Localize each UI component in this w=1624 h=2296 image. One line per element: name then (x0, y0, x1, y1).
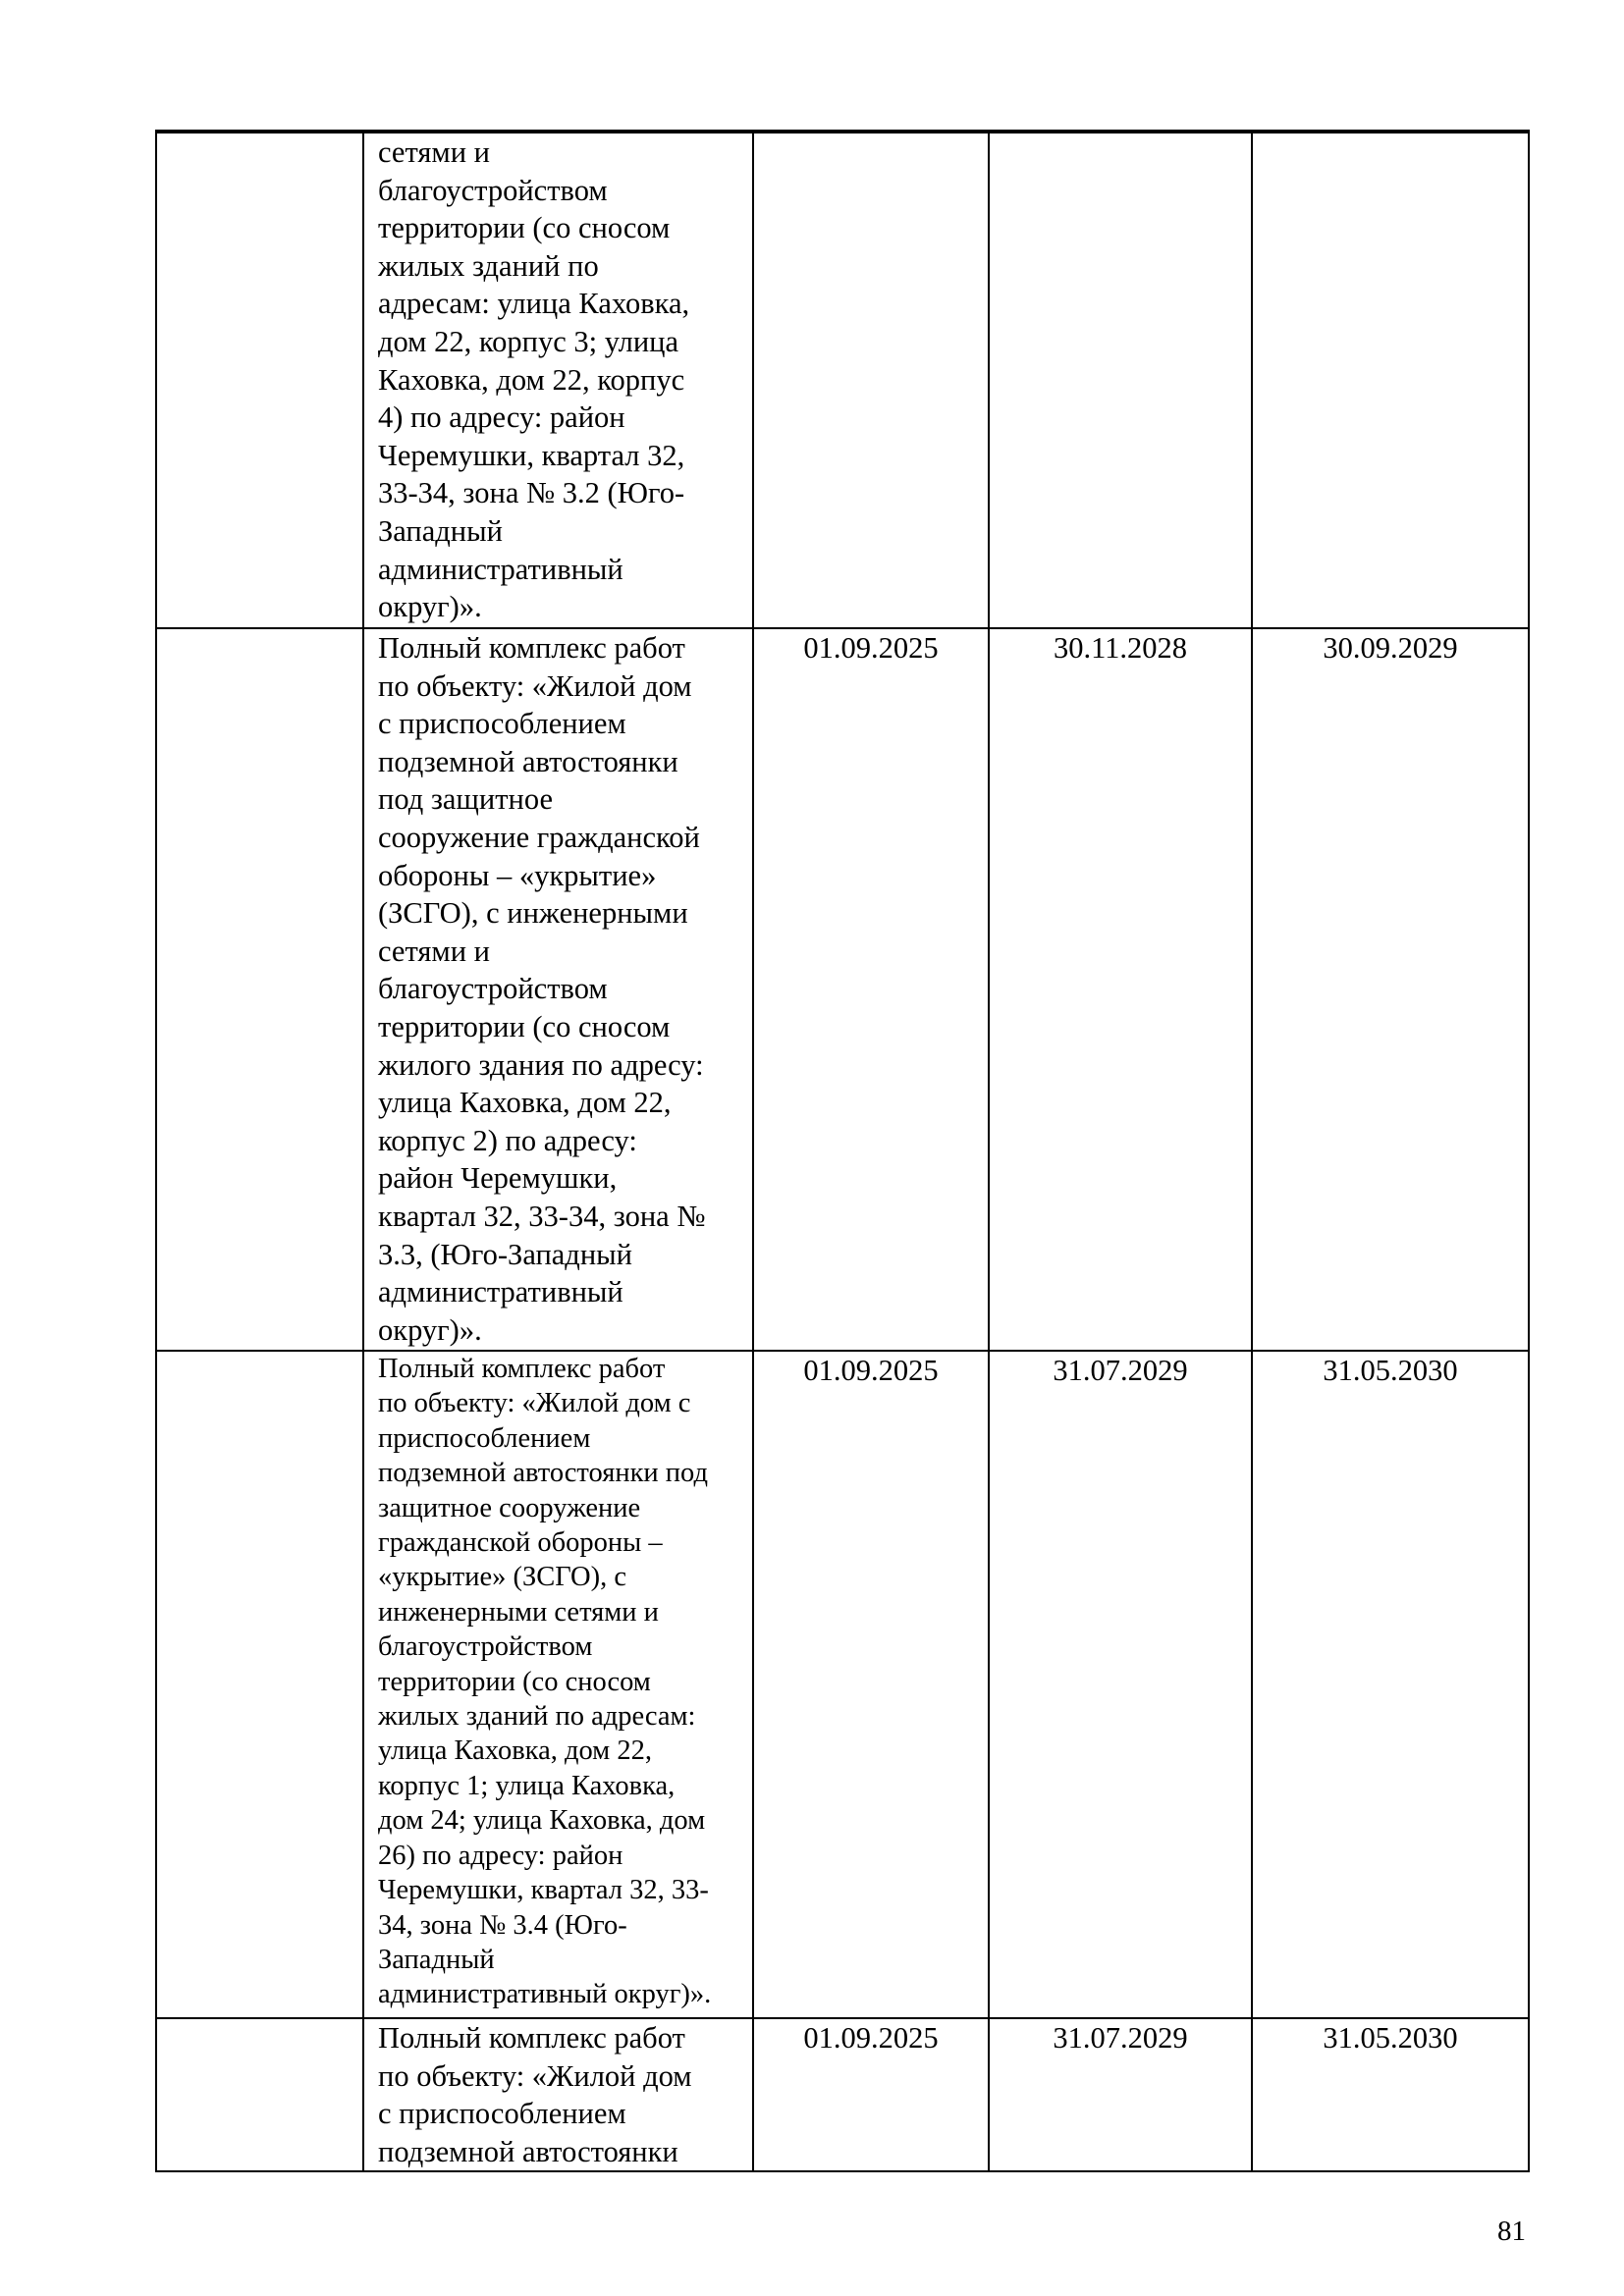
table-row (156, 628, 1529, 1351)
work-description: Полный комплекс работ по объекту: «Жилой дом с приспособлением подземной автостоянки под защитное сооружение гражданской обороны – «укрытие» (ЗСГО), с инженерными сетями и благоустройством территории (со сносом жилого здания по адресу: улица Каховка, дом 22, корпус 2) по адресу: район Черемушки, квартал 32, 33-34, зона № 3.3, (Юго-Западный административный округ)». (378, 631, 706, 1347)
commission-date-cell (1252, 1351, 1529, 2018)
description-cell (363, 132, 753, 628)
start-date: 01.09.2025 (803, 2021, 939, 2055)
commission-date: 31.05.2030 (1323, 1354, 1458, 1387)
end-date-cell (989, 1351, 1252, 2018)
table-row (156, 2018, 1529, 2171)
commission-date: 30.09.2029 (1323, 631, 1458, 665)
end-date: 31.07.2029 (1053, 1354, 1188, 1387)
row-number-cell (156, 2018, 363, 2171)
commission-date-cell (1252, 2018, 1529, 2171)
start-date-cell (753, 2018, 989, 2171)
commission-date-cell (1252, 132, 1529, 628)
page-number: 81 (1497, 2216, 1526, 2247)
row-number-cell (156, 628, 363, 1351)
description-cell (363, 1351, 753, 2018)
end-date: 30.11.2028 (1053, 631, 1188, 665)
start-date-cell (753, 628, 989, 1351)
end-date-cell (989, 2018, 1252, 2171)
works-schedule-table (155, 130, 1530, 2172)
commission-date-cell (1252, 628, 1529, 1351)
description-cell (363, 628, 753, 1351)
end-date-cell (989, 628, 1252, 1351)
table-row (156, 1351, 1529, 2018)
work-description: Полный комплекс работ по объекту: «Жилой дом с приспособлением подземной автостоянки (378, 2021, 692, 2168)
start-date-cell (753, 1351, 989, 2018)
start-date: 01.09.2025 (803, 631, 939, 665)
end-date: 31.07.2029 (1053, 2021, 1188, 2055)
start-date-cell (753, 132, 989, 628)
start-date: 01.09.2025 (803, 1354, 939, 1387)
row-number-cell (156, 132, 363, 628)
end-date-cell (989, 132, 1252, 628)
work-description: Полный комплекс работ по объекту: «Жилой дом с приспособлением подземной автостоянки под защитное сооружение гражданской обороны – «укрытие» (ЗСГО), с инженерными сетями и благоустройством территории (со сносом жилых зданий по адресам: улица Каховка, дом 22, корпус 1; улица Каховка, дом 24; улица Каховка, дом 26) по адресу: район Черемушки, квартал 32, 33- 34, зона № 3.4 (Юго- Западный административный округ)». (378, 1354, 712, 2010)
work-description: сетями и благоустройством территории (со сносом жилых зданий по адресам: улица Каховка, дом 22, корпус 3; улица Каховка, дом 22, корпус 4) по адресу: район Черемушки, квартал 32, 33-34, зона № 3.2 (Юго- Западный административный округ)». (378, 135, 690, 624)
commission-date: 31.05.2030 (1323, 2021, 1458, 2055)
row-number-cell (156, 1351, 363, 2018)
table-row (156, 132, 1529, 628)
description-cell (363, 2018, 753, 2171)
